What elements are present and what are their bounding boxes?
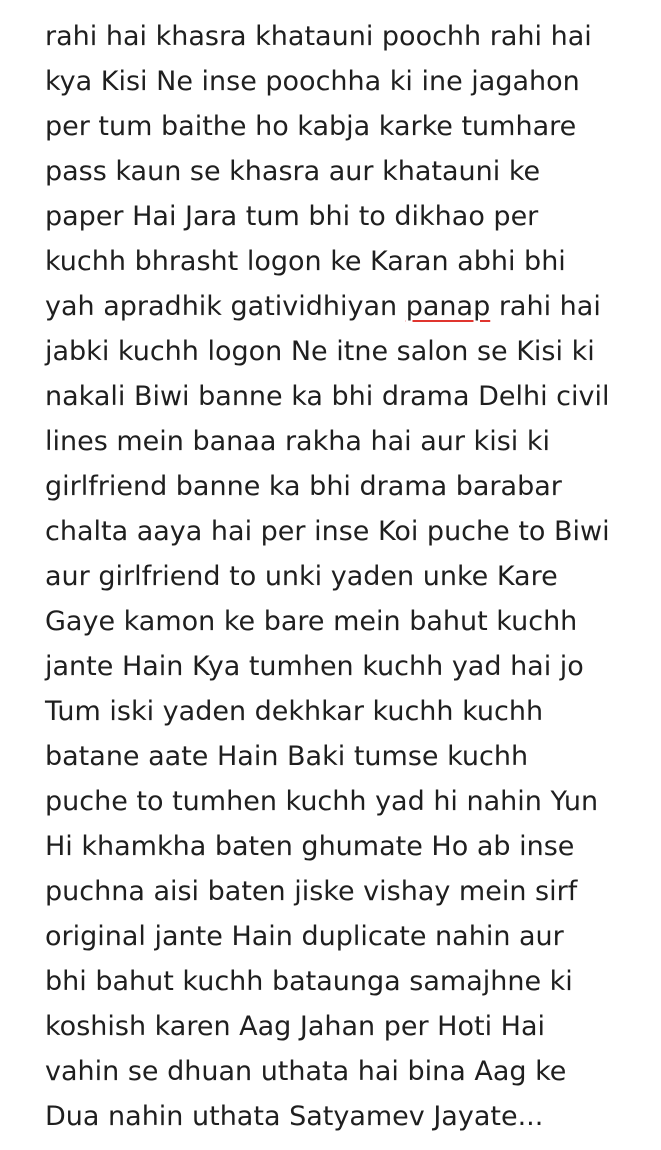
spellcheck-flagged-word[interactable]: panap (405, 291, 491, 322)
text-line: puchna aisi baten jiske vishay mein sirf (45, 876, 578, 907)
text-segment: rahi hai (490, 291, 601, 322)
text-line: chalta aaya hai per inse Koi puche to Biwi (45, 516, 610, 547)
text-line: girlfriend banne ka bhi drama barabar (45, 471, 562, 502)
document-text (45, 14, 655, 1139)
text-line: Dua nahin uthata Satyamev Jayate... (45, 1101, 544, 1132)
text-line: pass kaun se khasra aur khatauni ke (45, 156, 541, 187)
text-line: nakali Biwi banne ka bhi drama Delhi civil (45, 381, 610, 412)
text-line (45, 284, 655, 329)
text-line: original jante Hain duplicate nahin aur (45, 921, 564, 952)
text-line: Tum iski yaden dekhkar kuchh kuchh (45, 696, 544, 727)
text-line: kuchh bhrasht logon ke Karan abhi bhi (45, 246, 566, 277)
text-line: lines mein banaa rakha hai aur kisi ki (45, 426, 550, 457)
text-line: aur girlfriend to unki yaden unke Kare (45, 561, 558, 592)
text-line: vahin se dhuan uthata hai bina Aag ke (45, 1056, 567, 1087)
text-line: batane aate Hain Baki tumse kuchh (45, 741, 529, 772)
text-line: puche to tumhen kuchh yad hi nahin Yun (45, 786, 599, 817)
text-line: paper Hai Jara tum bhi to dikhao per (45, 201, 539, 232)
text-line: per tum baithe ho kabja karke tumhare (45, 111, 577, 142)
text-line: jabki kuchh logon Ne itne salon se Kisi ki (45, 336, 595, 367)
text-line: koshish karen Aag Jahan per Hoti Hai (45, 1011, 546, 1042)
text-line: Hi khamkha baten ghumate Ho ab inse (45, 831, 575, 862)
text-line: bhi bahut kuchh bataunga samajhne ki (45, 966, 573, 997)
text-line: kya Kisi Ne inse poochha ki ine jagahon (45, 66, 580, 97)
text-line: rahi hai khasra khatauni poochh rahi hai (45, 21, 592, 52)
text-line: jante Hain Kya tumhen kuchh yad hai jo (45, 651, 584, 682)
text-line: Gaye kamon ke bare mein bahut kuchh (45, 606, 578, 637)
text-segment: yah apradhik gatividhiyan (45, 291, 406, 322)
